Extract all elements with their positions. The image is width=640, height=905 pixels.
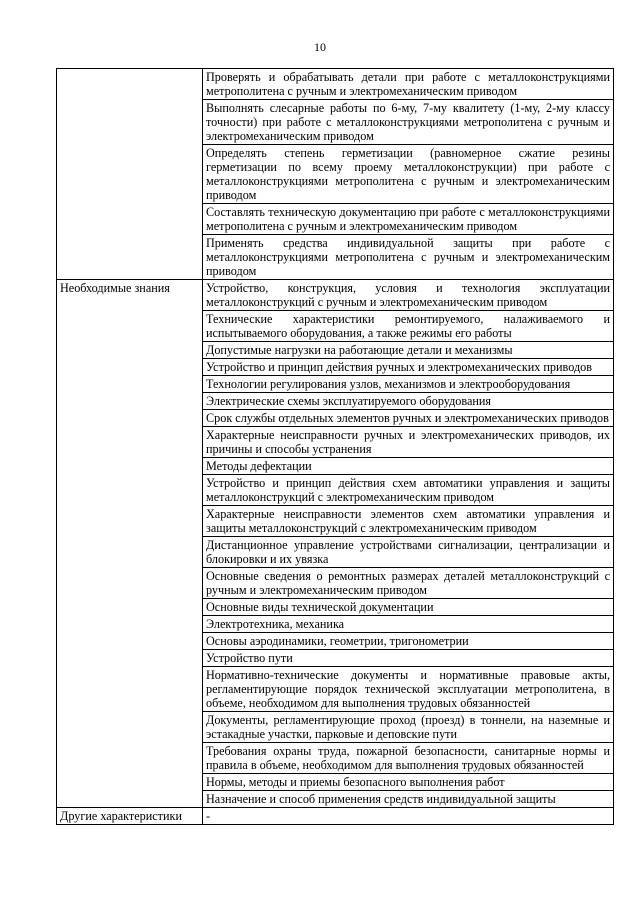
requirement-cell: Нормативно-технические документы и нормативные правовые акты, регламентирующие порядок технической эксплуатации метрополитена, в объеме, необходимом для выполнения трудовых обязанностей — [203, 667, 614, 712]
requirement-cell: Срок службы отдельных элементов ручных и электромеханических приводов — [203, 410, 614, 427]
requirement-cell: Основные виды технической документации — [203, 599, 614, 616]
requirement-cell: Устройство, конструкция, условия и технология эксплуатации металлоконструкций с ручным и электромеханическим приводом — [203, 280, 614, 311]
requirement-cell: Допустимые нагрузки на работающие детали и механизмы — [203, 342, 614, 359]
requirement-cell: Требования охраны труда, пожарной безопасности, санитарные нормы и правила в объеме, необходимом для выполнения трудовых обязанностей — [203, 743, 614, 774]
requirement-cell: Электрические схемы эксплуатируемого оборудования — [203, 393, 614, 410]
requirement-cell: Документы, регламентирующие проход (проезд) в тоннели, на наземные и эстакадные участки, парковые и деповские пути — [203, 712, 614, 743]
requirement-cell: Выполнять слесарные работы по 6-му, 7-му квалитету (1-му, 2-му классу точности) при работе с металлоконструкциями метрополитена с ручным и электромеханическим приводом — [203, 100, 614, 145]
requirements-table — [56, 68, 614, 825]
table-row — [57, 808, 614, 825]
table-row — [57, 69, 614, 100]
requirement-cell: Нормы, методы и приемы безопасного выполнения работ — [203, 774, 614, 791]
table-row — [57, 280, 614, 311]
section-label: Другие характеристики — [57, 808, 203, 825]
requirement-cell: - — [203, 808, 614, 825]
requirement-cell: Электротехника, механика — [203, 616, 614, 633]
requirement-cell: Технологии регулирования узлов, механизмов и электрооборудования — [203, 376, 614, 393]
requirement-cell: Составлять техническую документацию при работе с металлоконструкциями метрополитена с ручным и электромеханическим приводом — [203, 204, 614, 235]
requirement-cell: Назначение и способ применения средств индивидуальной защиты — [203, 791, 614, 808]
requirement-cell: Определять степень герметизации (равномерное сжатие резины герметизации по всему проему металлоконструкции) при работе с металлоконструкциями метрополитена с ручным и электромеханическим приводом — [203, 145, 614, 204]
requirement-cell: Характерные неисправности элементов схем автоматики управления и защиты металлоконструкций с электромеханическим приводом — [203, 506, 614, 537]
requirement-cell: Дистанционное управление устройствами сигнализации, централизации и блокировки и их увязка — [203, 537, 614, 568]
requirement-cell: Применять средства индивидуальной защиты при работе с металлоконструкциями метрополитена с ручным и электромеханическим приводом — [203, 235, 614, 280]
section-label — [57, 69, 203, 280]
requirement-cell: Технические характеристики ремонтируемого, налаживаемого и испытываемого оборудования, а также режимы его работы — [203, 311, 614, 342]
requirement-cell: Устройство и принцип действия схем автоматики управления и защиты металлоконструкций с электромеханическим приводом — [203, 475, 614, 506]
requirement-cell: Методы дефектации — [203, 458, 614, 475]
table-body — [57, 69, 614, 825]
page-number: 10 — [314, 40, 326, 54]
requirement-cell: Устройство и принцип действия ручных и электромеханических приводов — [203, 359, 614, 376]
requirement-cell: Устройство пути — [203, 650, 614, 667]
requirement-cell: Основные сведения о ремонтных размерах деталей металлоконструкций с ручным и электромеханическим приводом — [203, 568, 614, 599]
requirement-cell: Основы аэродинамики, геометрии, тригонометрии — [203, 633, 614, 650]
requirement-cell: Проверять и обрабатывать детали при работе с металлоконструкциями метрополитена с ручным и электромеханическим приводом — [203, 69, 614, 100]
requirement-cell: Характерные неисправности ручных и электромеханических приводов, их причины и способы устранения — [203, 427, 614, 458]
section-label: Необходимые знания — [57, 280, 203, 808]
